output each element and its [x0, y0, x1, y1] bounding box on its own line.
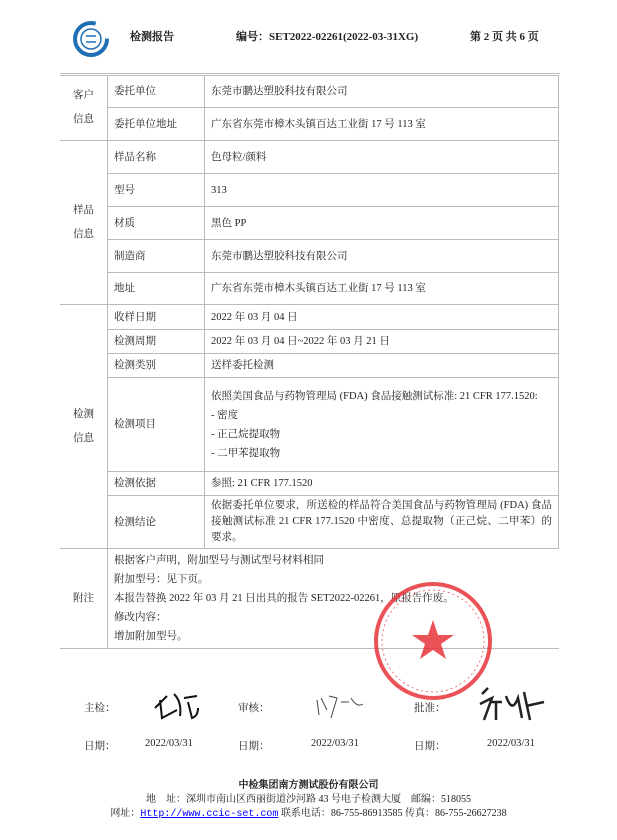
web-label: 网址：: [110, 808, 141, 819]
note-line: 修改内容：: [114, 612, 167, 623]
test-item-line: - 正己烷提取物: [211, 428, 281, 440]
header-divider: [60, 73, 560, 74]
reviewer-label: 审核：: [238, 703, 270, 714]
note-line: 附加型号：见下页。: [114, 574, 209, 585]
field-label: 样品名称: [108, 141, 205, 174]
field-label: 材质: [108, 207, 205, 240]
field-value: 色母粒/颜料: [205, 141, 559, 174]
conclusion-value: 依据委托单位要求，所送检的样品符合美国食品与药物管理局 (FDA) 食品接触测试标准 21 CFR 177.1520 中密度、总提取物（正己烷、二甲苯）的要求。: [205, 496, 559, 549]
official-stamp: [372, 580, 494, 702]
field-label: 检测类别: [108, 354, 205, 378]
field-label: 检测项目: [108, 378, 205, 472]
field-label: 检测周期: [108, 330, 205, 354]
field-value: 黑色 PP: [205, 207, 559, 240]
field-label: 委托单位: [108, 76, 205, 108]
report-number: 编号：SET2022-02261(2022-03-31XG): [236, 31, 419, 43]
field-value: 313: [205, 174, 559, 207]
test-item-line: 依照美国食品与药物管理局 (FDA) 食品接触测试标准: 21 CFR 177.1520:: [211, 390, 538, 402]
test-items-value: [205, 378, 559, 472]
inspector-label: 主检：: [84, 703, 116, 714]
approver-date: 2022/03/31: [487, 738, 535, 749]
field-value: 东莞市鹏达塑胶科技有限公司: [205, 76, 559, 108]
field-value: 送样委托检测: [205, 354, 559, 378]
approver-label: 批准：: [414, 703, 446, 714]
field-label: 地址: [108, 273, 205, 305]
field-label: 型号: [108, 174, 205, 207]
field-label: 检测依据: [108, 472, 205, 496]
field-value: 广东省东莞市樟木头镇百达工业街 17 号 113 室: [205, 108, 559, 141]
field-value: 2022 年 03 月 04 日~2022 年 03 月 21 日: [205, 330, 559, 354]
note-line: 本报告替换 2022 年 03 月 21 日出具的报告 SET2022-02261，原报告作废。: [114, 593, 454, 604]
approver-signature: [478, 684, 548, 724]
footer-contact: [0, 804, 617, 820]
date-label: 日期：: [84, 741, 116, 752]
date-label: 日期：: [238, 741, 270, 752]
test-item-line: - 密度: [211, 409, 239, 421]
date-label: 日期：: [414, 741, 446, 752]
field-label: 检测结论: [108, 496, 205, 549]
field-value: 广东省东莞市樟木头镇百达工业街 17 号 113 室: [205, 273, 559, 305]
field-value: 东莞市鹏达塑胶科技有限公司: [205, 240, 559, 273]
contact-info: 联系电话：86-755-86913585 传真：86-755-26627238: [278, 808, 507, 819]
group-sample: 样品 信息: [60, 141, 108, 305]
field-value: 2022 年 03 月 04 日: [205, 305, 559, 330]
reviewer-date: 2022/03/31: [311, 738, 359, 749]
reviewer-signature: [315, 690, 365, 720]
field-label: 委托单位地址: [108, 108, 205, 141]
cic-logo: [72, 20, 110, 58]
page-indicator: 第 2 页 共 6 页: [470, 31, 539, 43]
report-title: 检测报告: [130, 31, 174, 43]
inspector-signature: [152, 688, 202, 723]
test-item-line: - 二甲苯提取物: [211, 447, 281, 459]
field-label: 收样日期: [108, 305, 205, 330]
footer-company: 中检集团南方测试股份有限公司: [238, 780, 379, 791]
field-value: 参照: 21 CFR 177.1520: [205, 472, 559, 496]
group-note: 附注: [60, 549, 108, 649]
group-customer: 客户 信息: [60, 76, 108, 141]
footer-address: 地 址：深圳市南山区西丽街道沙河路 43 号电子检测大厦 邮编：518055: [146, 794, 471, 805]
report-table: [60, 75, 559, 649]
group-test: 检测 信息: [60, 305, 108, 549]
note-line: 根据客户声明，附加型号与测试型号材料相同: [114, 555, 324, 566]
website-link[interactable]: Http://www.ccic-set.com: [140, 809, 279, 820]
note-line: 增加附加型号。: [114, 631, 188, 642]
inspector-date: 2022/03/31: [145, 738, 193, 749]
field-label: 制造商: [108, 240, 205, 273]
